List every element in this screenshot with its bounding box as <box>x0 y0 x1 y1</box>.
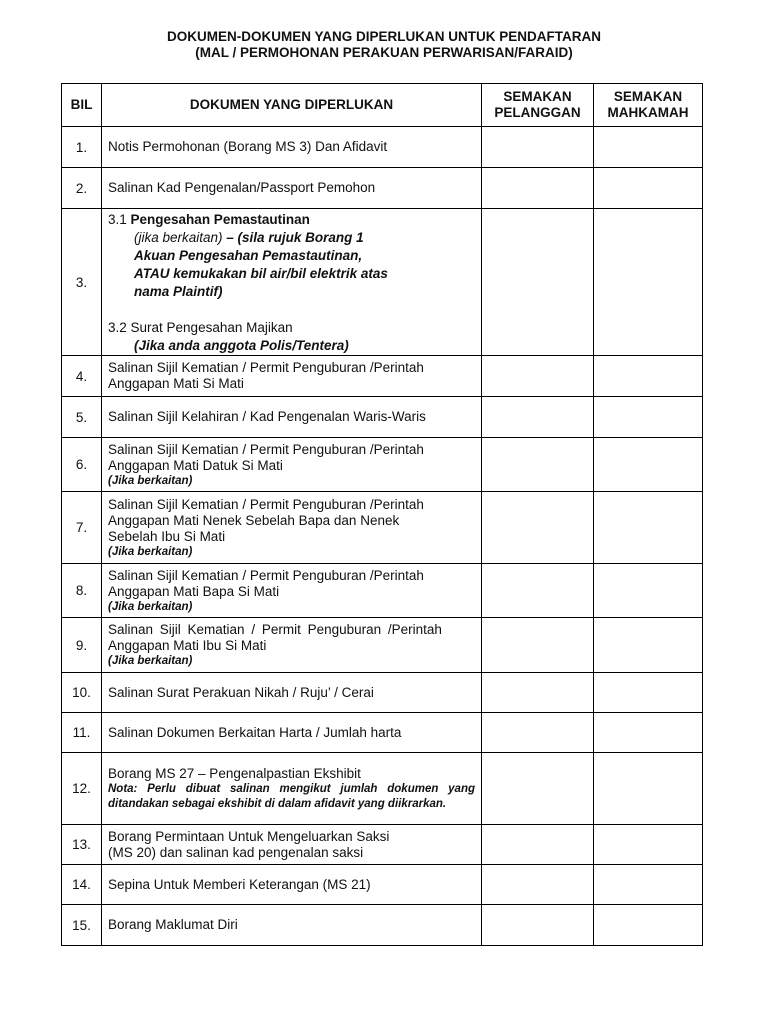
row-number: 12. <box>62 753 102 825</box>
check-mahkamah-cell[interactable] <box>594 825 703 865</box>
check-pelanggan-cell[interactable] <box>482 356 594 397</box>
row-document-line2: Anggapan Mati Ibu Si Mati <box>108 638 267 653</box>
row-document-line1: Salinan Sijil Kematian / Permit Penguburan /Perintah <box>108 622 442 637</box>
table-row <box>62 397 703 438</box>
row-number: 11. <box>62 713 102 753</box>
row-document-line3: Sebelah Ibu Si Mati <box>108 528 226 544</box>
row-document-line2: (MS 20) dan salinan kad pengenalan saksi <box>108 844 364 860</box>
item-3-1-ref1: – (sila rujuk Borang 1 <box>222 230 364 245</box>
check-mahkamah-cell[interactable] <box>594 168 703 209</box>
table-row <box>62 713 703 753</box>
row-document <box>102 356 482 397</box>
check-pelanggan-cell[interactable] <box>482 865 594 905</box>
row-document: Sepina Untuk Memberi Keterangan (MS 21) <box>102 865 482 905</box>
row-document <box>102 618 482 673</box>
item-3-1-ref-2: Akuan Pengesahan Pemastautinan, <box>134 248 363 263</box>
documents-table <box>61 83 703 946</box>
title-line-2: (MAL / PERMOHONAN PERAKUAN PERWARISAN/FARAID) <box>195 45 573 60</box>
row-number: 8. <box>62 564 102 618</box>
row-number: 2. <box>62 168 102 209</box>
row-number: 10. <box>62 673 102 713</box>
check-mahkamah-cell[interactable] <box>594 397 703 438</box>
row-document <box>102 492 482 564</box>
check-pelanggan-cell[interactable] <box>482 168 594 209</box>
row-number: 7. <box>62 492 102 564</box>
check-mahkamah-cell[interactable] <box>594 753 703 825</box>
row-document: Salinan Kad Pengenalan/Passport Pemohon <box>102 168 482 209</box>
item-3-1-ref-1 <box>108 229 475 247</box>
table-row <box>62 825 703 865</box>
row-document-note: (Jika berkaitan) <box>108 600 193 613</box>
check-pelanggan-cell[interactable] <box>482 905 594 946</box>
check-mahkamah-cell[interactable] <box>594 618 703 673</box>
check-mahkamah-cell[interactable] <box>594 438 703 492</box>
header-semakan-pelanggan <box>482 84 594 127</box>
check-pelanggan-cell[interactable] <box>482 397 594 438</box>
row-document-line1: Salinan Sijil Kematian / Permit Penguburan /Perintah <box>108 496 424 512</box>
table-row <box>62 753 703 825</box>
check-mahkamah-cell[interactable] <box>594 673 703 713</box>
check-mahkamah-cell[interactable] <box>594 713 703 753</box>
check-pelanggan-cell[interactable] <box>482 713 594 753</box>
header-semakan-mahkamah <box>594 84 703 127</box>
row-document-line1: Salinan Sijil Kematian / Permit Penguburan /Perintah <box>108 360 424 375</box>
table-row <box>62 356 703 397</box>
item-3-2: 3.2 Surat Pengesahan Majikan <box>108 320 293 335</box>
table-row <box>62 865 703 905</box>
row-number: 3. <box>62 209 102 356</box>
item-3-2-note: (Jika anda anggota Polis/Tentera) <box>134 338 349 353</box>
row-number: 4. <box>62 356 102 397</box>
row-number: 9. <box>62 618 102 673</box>
row-document-line1: Borang MS 27 – Pengenalpastian Ekshibit <box>108 765 361 781</box>
item-3-1 <box>108 211 475 229</box>
row-number: 5. <box>62 397 102 438</box>
check-pelanggan-cell[interactable] <box>482 492 594 564</box>
row-number: 14. <box>62 865 102 905</box>
title-line-1: DOKUMEN-DOKUMEN YANG DIPERLUKAN UNTUK PENDAFTARAN <box>166 29 601 44</box>
document-title <box>0 29 768 61</box>
item-3-1-ref-3: ATAU kemukakan bil air/bil elektrik atas <box>134 266 388 281</box>
row-document: Salinan Sijil Kelahiran / Kad Pengenalan Waris-Waris <box>102 397 482 438</box>
table-header-row <box>62 84 703 127</box>
header-semakan-mahkamah-line1: SEMAKAN <box>613 89 683 104</box>
check-mahkamah-cell[interactable] <box>594 564 703 618</box>
table-row <box>62 438 703 492</box>
item-3-1-ref-4: nama Plaintif) <box>134 284 223 299</box>
row-document <box>102 825 482 865</box>
check-mahkamah-cell[interactable] <box>594 865 703 905</box>
header-bil: BIL <box>62 84 102 127</box>
header-semakan-pelanggan-line1: SEMAKAN <box>503 89 572 104</box>
check-mahkamah-cell[interactable] <box>594 209 703 356</box>
row-document-line2: Anggapan Mati Nenek Sebelah Bapa dan Nenek <box>108 512 400 528</box>
row-document <box>102 564 482 618</box>
header-semakan-mahkamah-line2: MAHKAMAH <box>607 105 689 120</box>
row-document: Borang Maklumat Diri <box>102 905 482 946</box>
check-pelanggan-cell[interactable] <box>482 673 594 713</box>
row-document-line2: Anggapan Mati Si Mati <box>108 376 244 391</box>
row-document-line1: Salinan Sijil Kematian / Permit Penguburan /Perintah <box>108 567 424 583</box>
check-pelanggan-cell[interactable] <box>482 127 594 168</box>
row-document-note: (Jika berkaitan) <box>108 474 193 487</box>
row-document-note: (Jika berkaitan) <box>108 545 193 558</box>
header-semakan-pelanggan-line2: PELANGGAN <box>494 105 581 120</box>
table-row <box>62 492 703 564</box>
check-pelanggan-cell[interactable] <box>482 564 594 618</box>
check-pelanggan-cell[interactable] <box>482 438 594 492</box>
table-row <box>62 618 703 673</box>
item-3-1-prefix: 3.1 <box>108 212 131 227</box>
row-document <box>102 753 482 825</box>
check-mahkamah-cell[interactable] <box>594 356 703 397</box>
item-3-1-title: Pengesahan Pemastautinan <box>130 212 310 227</box>
check-pelanggan-cell[interactable] <box>482 753 594 825</box>
check-mahkamah-cell[interactable] <box>594 492 703 564</box>
row-number: 1. <box>62 127 102 168</box>
table-row <box>62 127 703 168</box>
row-document: Salinan Surat Perakuan Nikah / Ruju’ / Cerai <box>102 673 482 713</box>
table-row <box>62 673 703 713</box>
row-document: Notis Permohonan (Borang MS 3) Dan Afidavit <box>102 127 482 168</box>
check-pelanggan-cell[interactable] <box>482 209 594 356</box>
header-dokumen: DOKUMEN YANG DIPERLUKAN <box>102 84 482 127</box>
check-pelanggan-cell[interactable] <box>482 825 594 865</box>
row-number: 15. <box>62 905 102 946</box>
check-pelanggan-cell[interactable] <box>482 618 594 673</box>
spacer <box>108 301 475 319</box>
row-document: Salinan Dokumen Berkaitan Harta / Jumlah harta <box>102 713 482 753</box>
row-document-line2: Anggapan Mati Bapa Si Mati <box>108 583 280 599</box>
table-row <box>62 905 703 946</box>
table-row <box>62 168 703 209</box>
item-3-1-paren: (jika berkaitan) <box>134 230 223 245</box>
row-number: 6. <box>62 438 102 492</box>
row-document <box>102 209 482 356</box>
row-document <box>102 438 482 492</box>
row-document-line2: Anggapan Mati Datuk Si Mati <box>108 457 283 473</box>
table-row <box>62 209 703 356</box>
row-number: 13. <box>62 825 102 865</box>
row-document-line1: Borang Permintaan Untuk Mengeluarkan Saksi <box>108 828 390 844</box>
table-row <box>62 564 703 618</box>
check-mahkamah-cell[interactable] <box>594 127 703 168</box>
row-document-line1: Salinan Sijil Kematian / Permit Penguburan /Perintah <box>108 441 424 457</box>
check-mahkamah-cell[interactable] <box>594 905 703 946</box>
row-document-note: Nota: Perlu dibuat salinan mengikut jumlah dokumen yang ditandakan sebagai ekshibit di dalam afidavit yang diikrarkan. <box>108 782 475 810</box>
row-document-note: (Jika berkaitan) <box>108 655 193 667</box>
